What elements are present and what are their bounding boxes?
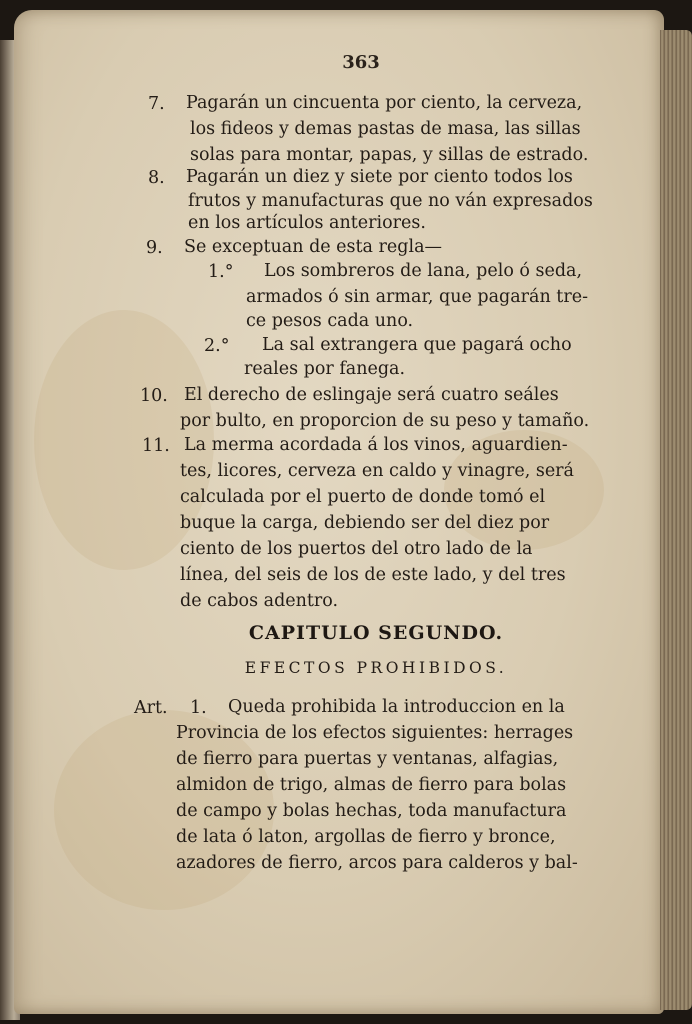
article-label: Art. xyxy=(134,698,168,718)
text-line: ce pesos cada uno. xyxy=(246,311,414,331)
subitem-number: 2.° xyxy=(204,336,230,356)
text-line: en los artículos anteriores. xyxy=(188,213,426,233)
text-line: Pagarán un diez y siete por ciento todos los xyxy=(186,167,573,187)
text-line: de fierro para puertas y ventanas, alfagias, xyxy=(176,749,559,769)
page-number: 363 xyxy=(342,52,380,73)
text-line: línea, del seis de los de este lado, y del tres xyxy=(180,565,566,585)
text-line: El derecho de eslingaje será cuatro seáles xyxy=(184,385,559,405)
item-number: 11. xyxy=(142,436,170,456)
section-title: EFECTOS PROHIBIDOS. xyxy=(244,659,508,677)
text-line: ciento de los puertos del otro lado de la xyxy=(180,539,533,559)
text-line: Pagarán un cincuenta por ciento, la cerveza, xyxy=(186,93,583,113)
text-line: armados ó sin armar, que pagarán tre- xyxy=(246,287,588,307)
text-line: de cabos adentro. xyxy=(180,591,339,611)
text-line: La sal extrangera que pagará ocho xyxy=(262,335,572,355)
text-line: La merma acordada á los vinos, aguardien- xyxy=(184,435,568,455)
text-line: calculada por el puerto de donde tomó el xyxy=(180,487,546,507)
text-line: Se exceptuan de esta regla— xyxy=(184,237,443,257)
text-line: de campo y bolas hechas, toda manufactura xyxy=(176,801,567,821)
text-line: buque la carga, debiendo ser del diez por xyxy=(180,513,550,533)
text-line: tes, licores, cerveza en caldo y vinagre, será xyxy=(180,461,574,481)
article-number: 1. xyxy=(190,698,207,718)
item-number: 10. xyxy=(140,386,168,406)
chapter-title: CAPITULO SEGUNDO. xyxy=(248,622,504,644)
item-number: 7. xyxy=(148,94,165,114)
text-line: los fideos y demas pastas de masa, las sillas xyxy=(190,119,581,139)
text-line: por bulto, en proporcion de su peso y tamaño. xyxy=(180,411,590,431)
text-line: Queda prohibida la introduccion en la xyxy=(228,697,565,717)
subitem-number: 1.° xyxy=(208,262,234,282)
item-number: 8. xyxy=(148,168,165,188)
text-line: almidon de trigo, almas de fierro para bolas xyxy=(176,775,567,795)
item-number: 9. xyxy=(146,238,163,258)
text-line: de lata ó laton, argollas de fierro y bronce, xyxy=(176,827,556,847)
text-line: Los sombreros de lana, pelo ó seda, xyxy=(264,261,583,281)
book-right-edge xyxy=(660,30,692,1010)
text-line: Provincia de los efectos siguientes: herrages xyxy=(176,723,574,743)
text-line: reales por fanega. xyxy=(244,359,406,379)
text-line: frutos y manufacturas que no ván expresados xyxy=(188,191,593,211)
text-line: azadores de fierro, arcos para calderos y bal- xyxy=(176,853,578,873)
text-line: solas para montar, papas, y sillas de estrado. xyxy=(190,145,589,165)
